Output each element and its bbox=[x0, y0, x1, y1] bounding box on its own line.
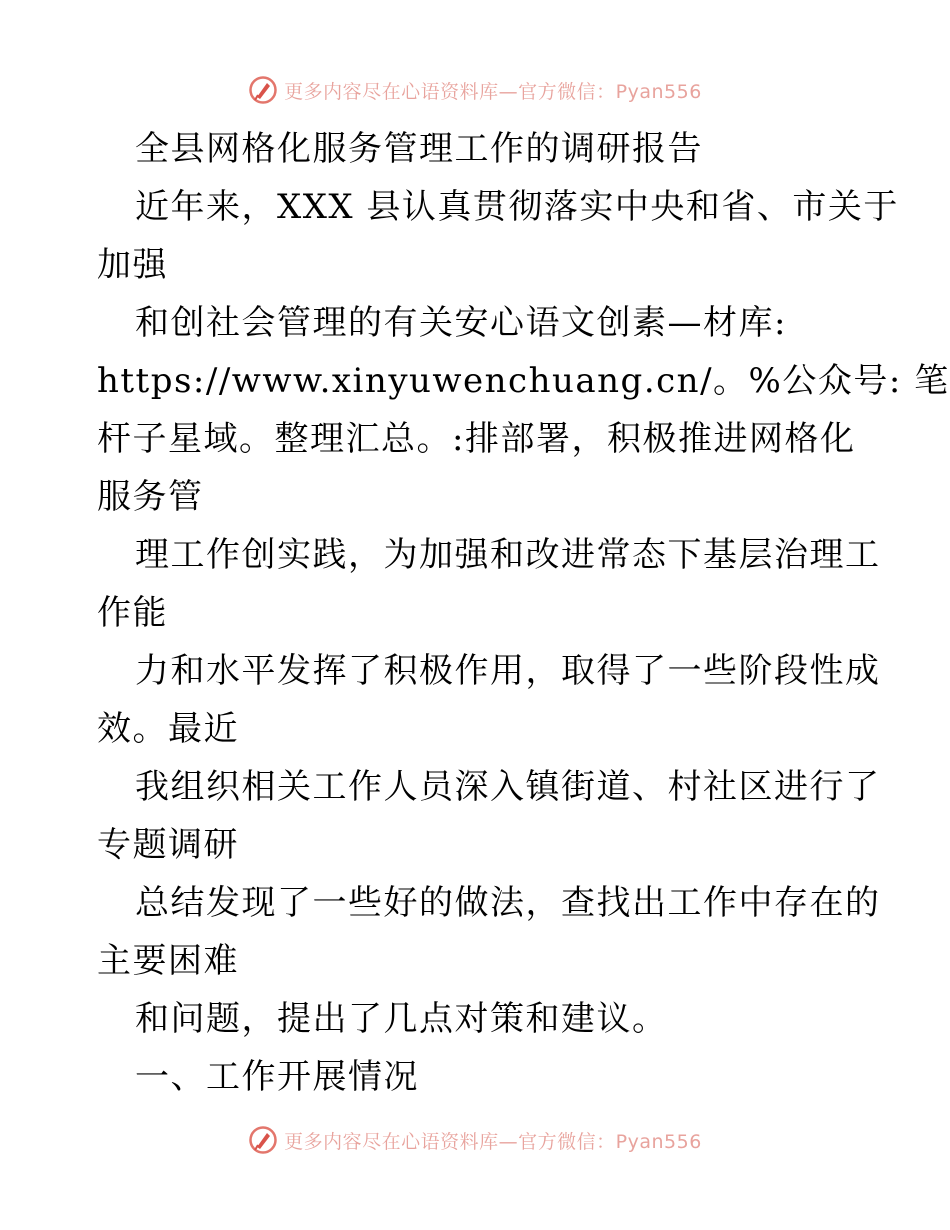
paragraph-line: 和问题，提出了几点对策和建议。 bbox=[135, 999, 668, 1039]
paragraph-line: 作能 bbox=[97, 593, 168, 633]
paragraph-line: 我组织相关工作人员深入镇街道、村社区进行了 bbox=[135, 767, 881, 807]
document-body bbox=[97, 120, 950, 1106]
paragraph-line: https://www.xinyuwenchuang.cn/。%公众号: 笔 bbox=[97, 361, 950, 401]
paragraph-line: 理工作创实践，为加强和改进常态下基层治理工 bbox=[135, 535, 881, 575]
paragraph-line: 主要困难 bbox=[97, 941, 239, 981]
paragraph-line: 近年来，XXX 县认真贯彻落实中央和省、市关于 bbox=[135, 187, 899, 227]
quill-circle-icon bbox=[248, 75, 278, 105]
watermark-banner-top bbox=[0, 70, 950, 110]
paragraph-line: 服务管 bbox=[97, 477, 204, 517]
paragraph-line: 总结发现了一些好的做法，查找出工作中存在的 bbox=[135, 883, 881, 923]
watermark-text: 更多内容尽在心语资料库—官方微信：Pyan556 bbox=[284, 1130, 702, 1153]
paragraph-line: 效。最近 bbox=[97, 709, 239, 749]
paragraph-line: 加强 bbox=[97, 245, 168, 285]
section-heading: 一、工作开展情况 bbox=[135, 1057, 419, 1097]
paragraph-line: 力和水平发挥了积极作用，取得了一些阶段性成 bbox=[135, 651, 881, 691]
paragraph-line: 和创社会管理的有关安心语文创素—材库: bbox=[135, 303, 787, 343]
watermark-text: 更多内容尽在心语资料库—官方微信：Pyan556 bbox=[284, 80, 702, 103]
watermark-banner-bottom bbox=[0, 1120, 950, 1160]
paragraph-line: 杆子星域。整理汇总。:排部署，积极推进网格化 bbox=[97, 419, 856, 459]
paragraph-line: 专题调研 bbox=[97, 825, 239, 865]
document-title: 全县网格化服务管理工作的调研报告 bbox=[135, 129, 703, 169]
quill-circle-icon bbox=[248, 1125, 278, 1155]
